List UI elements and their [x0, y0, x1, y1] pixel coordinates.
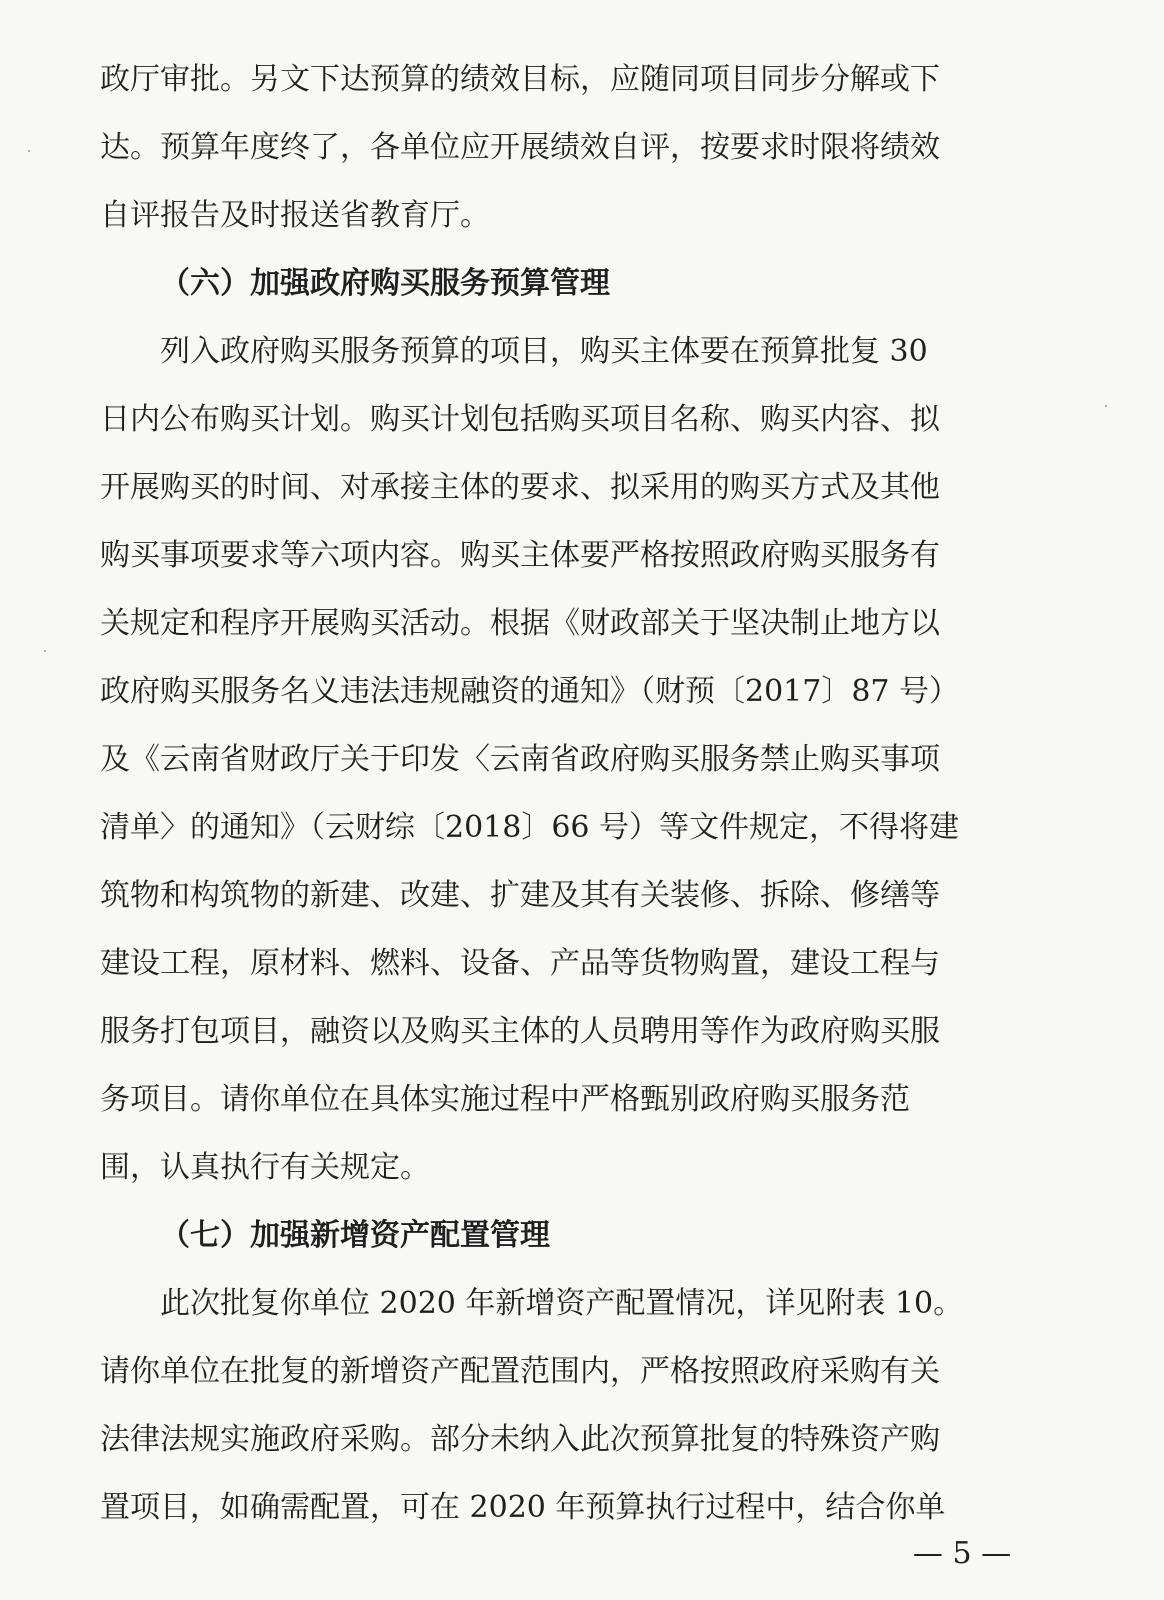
paragraph-line: 请你单位在批复的新增资产配置范围内，严格按照政府采购有关 — [100, 1354, 940, 1389]
paragraph-line: 服务打包项目，融资以及购买主体的人员聘用等作为政府购买服 — [100, 1014, 940, 1049]
paragraph-line: 日内公布购买计划。购买计划包括购买项目名称、购买内容、拟 — [100, 402, 940, 437]
paragraph-line: 开展购买的时间、对承接主体的要求、拟采用的购买方式及其他 — [100, 470, 940, 505]
scan-speck — [1105, 405, 1107, 407]
paragraph-line: 及《云南省财政厅关于印发〈云南省政府购买服务禁止购买事项 — [100, 742, 940, 777]
paragraph-line: 围，认真执行有关规定。 — [100, 1150, 430, 1185]
paragraph-line: 达。预算年度终了，各单位应开展绩效自评，按要求时限将绩效 — [100, 130, 940, 165]
paragraph-line: 置项目，如确需配置，可在 2020 年预算执行过程中，结合你单 — [100, 1490, 946, 1525]
paragraph-line: 政厅审批。另文下达预算的绩效目标，应随同项目同步分解或下 — [100, 62, 940, 97]
paragraph-line: 务项目。请你单位在具体实施过程中严格甄别政府购买服务范 — [100, 1082, 910, 1117]
scan-speck — [28, 150, 30, 152]
paragraph-line: 法律法规实施政府采购。部分未纳入此次预算批复的特殊资产购 — [100, 1422, 940, 1457]
paragraph-line: 自评报告及时报送省教育厅。 — [100, 198, 490, 233]
paragraph-line: 购买事项要求等六项内容。购买主体要严格按照政府购买服务有 — [100, 538, 940, 573]
paragraph-line: 清单〉的通知》（云财综〔2018〕66 号）等文件规定，不得将建 — [100, 810, 960, 845]
scan-speck — [44, 650, 46, 652]
paragraph-line: 列入政府购买服务预算的项目，购买主体要在预算批复 30 — [160, 334, 928, 369]
page-number: — 5 — — [912, 1536, 1012, 1571]
section-heading: （六）加强政府购买服务预算管理 — [160, 266, 610, 301]
paragraph-line: 政府购买服务名义违法违规融资的通知》（财预〔2017〕87 号） — [100, 674, 960, 709]
section-heading: （七）加强新增资产配置管理 — [160, 1218, 550, 1253]
paragraph-line: 筑物和构筑物的新建、改建、扩建及其有关装修、拆除、修缮等 — [100, 878, 940, 913]
paragraph-line: 关规定和程序开展购买活动。根据《财政部关于坚决制止地方以 — [100, 606, 940, 641]
paragraph-line: 建设工程，原材料、燃料、设备、产品等货物购置，建设工程与 — [100, 946, 940, 981]
paragraph-line: 此次批复你单位 2020 年新增资产配置情况，详见附表 10。 — [160, 1286, 964, 1321]
